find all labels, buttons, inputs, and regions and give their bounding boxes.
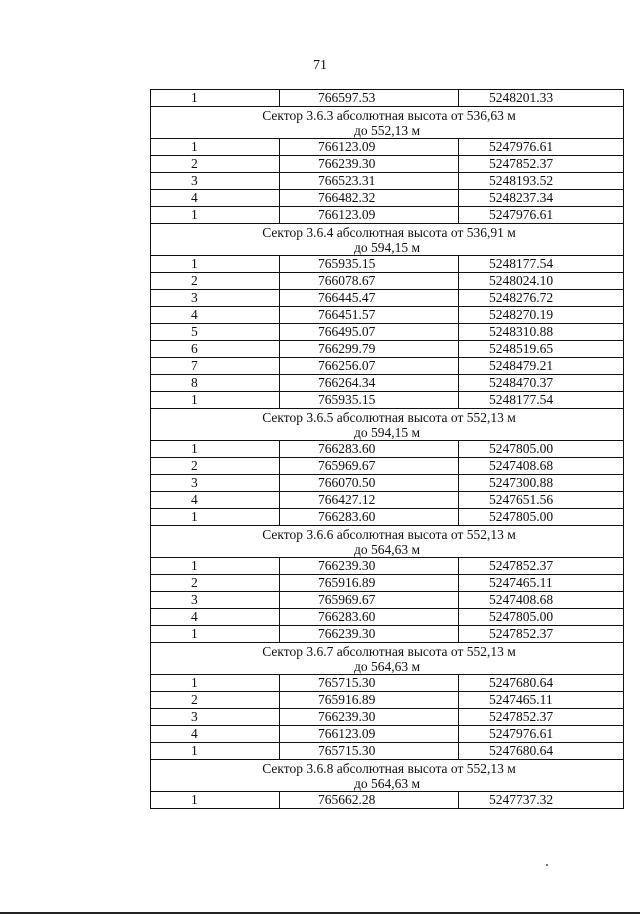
x-coordinate-cell: 766427.12 — [280, 492, 459, 509]
x-coordinate-cell: 765969.67 — [280, 592, 459, 609]
sector-header-row — [151, 107, 624, 139]
sector-header-row — [151, 224, 624, 256]
point-number-cell: 2 — [151, 575, 280, 592]
x-coordinate-cell: 766495.07 — [280, 324, 459, 341]
point-row — [151, 558, 624, 575]
point-row — [151, 509, 624, 526]
y-coordinate-cell: 5247465.11 — [459, 692, 624, 709]
point-number-cell: 3 — [151, 592, 280, 609]
sector-title: Сектор 3.6.3 абсолютная высота от 536,63 м — [262, 107, 516, 123]
scan-bottom-edge — [0, 912, 640, 914]
y-coordinate-cell: 5248193.52 — [459, 173, 624, 190]
x-coordinate-cell: 765969.67 — [280, 458, 459, 475]
point-row — [151, 675, 624, 692]
x-coordinate-cell: 766299.79 — [280, 341, 459, 358]
page-number: 71 — [313, 58, 327, 73]
point-number-cell: 3 — [151, 475, 280, 492]
sector-height-limit: до 552,13 м — [353, 122, 421, 138]
x-coordinate-cell: 765935.15 — [280, 392, 459, 409]
sector-height-limit: до 564,63 м — [353, 658, 421, 674]
y-coordinate-cell: 5247408.68 — [459, 458, 624, 475]
x-coordinate-cell: 766264.34 — [280, 375, 459, 392]
point-number-cell: 7 — [151, 358, 280, 375]
point-number-cell: 1 — [151, 90, 280, 107]
y-coordinate-cell: 5248177.54 — [459, 256, 624, 273]
y-coordinate-cell: 5248519.65 — [459, 341, 624, 358]
point-number-cell: 8 — [151, 375, 280, 392]
y-coordinate-cell: 5247976.61 — [459, 207, 624, 224]
sector-header-cell — [151, 224, 624, 256]
sector-title: Сектор 3.6.5 абсолютная высота от 552,13 м — [262, 409, 516, 425]
point-number-cell: 1 — [151, 626, 280, 643]
x-coordinate-cell: 766451.57 — [280, 307, 459, 324]
point-number-cell: 1 — [151, 558, 280, 575]
point-number-cell: 5 — [151, 324, 280, 341]
point-row — [151, 375, 624, 392]
x-coordinate-cell: 766597.53 — [280, 90, 459, 107]
point-row — [151, 90, 624, 107]
point-row — [151, 709, 624, 726]
sector-height-limit: до 594,15 м — [353, 424, 421, 440]
sector-header-row — [151, 526, 624, 558]
point-row — [151, 173, 624, 190]
point-number-cell: 1 — [151, 207, 280, 224]
x-coordinate-cell: 766523.31 — [280, 173, 459, 190]
y-coordinate-cell: 5248276.72 — [459, 290, 624, 307]
sector-height-limit: до 564,63 м — [353, 541, 421, 557]
sector-header-cell — [151, 526, 624, 558]
sector-height-limit: до 564,63 м — [353, 775, 421, 791]
point-number-cell: 1 — [151, 743, 280, 760]
y-coordinate-cell: 5247805.00 — [459, 509, 624, 526]
y-coordinate-cell: 5247408.68 — [459, 592, 624, 609]
y-coordinate-cell: 5247805.00 — [459, 441, 624, 458]
point-number-cell: 1 — [151, 256, 280, 273]
x-coordinate-cell: 766283.60 — [280, 441, 459, 458]
x-coordinate-cell: 766239.30 — [280, 626, 459, 643]
y-coordinate-cell: 5247852.37 — [459, 709, 624, 726]
sector-height-limit: до 594,15 м — [353, 239, 421, 255]
x-coordinate-cell: 765935.15 — [280, 256, 459, 273]
point-number-cell: 2 — [151, 273, 280, 290]
y-coordinate-cell: 5247680.64 — [459, 675, 624, 692]
x-coordinate-cell: 766078.67 — [280, 273, 459, 290]
x-coordinate-cell: 766123.09 — [280, 139, 459, 156]
scan-speck — [546, 864, 548, 866]
y-coordinate-cell: 5247976.61 — [459, 726, 624, 743]
y-coordinate-cell: 5247805.00 — [459, 609, 624, 626]
point-row — [151, 475, 624, 492]
x-coordinate-cell: 766283.60 — [280, 509, 459, 526]
x-coordinate-cell: 765715.30 — [280, 675, 459, 692]
y-coordinate-cell: 5248479.21 — [459, 358, 624, 375]
sector-header-cell — [151, 760, 624, 792]
point-number-cell: 4 — [151, 307, 280, 324]
point-number-cell: 3 — [151, 709, 280, 726]
y-coordinate-cell: 5247300.88 — [459, 475, 624, 492]
sector-title: Сектор 3.6.7 абсолютная высота от 552,13 м — [262, 643, 516, 659]
x-coordinate-cell: 766445.47 — [280, 290, 459, 307]
point-row — [151, 207, 624, 224]
x-coordinate-cell: 766123.09 — [280, 207, 459, 224]
x-coordinate-cell: 766482.32 — [280, 190, 459, 207]
point-number-cell: 2 — [151, 692, 280, 709]
sector-header-cell — [151, 107, 624, 139]
x-coordinate-cell: 766239.30 — [280, 709, 459, 726]
sector-title: Сектор 3.6.4 абсолютная высота от 536,91 м — [262, 224, 516, 240]
point-row — [151, 190, 624, 207]
y-coordinate-cell: 5248201.33 — [459, 90, 624, 107]
y-coordinate-cell: 5247651.56 — [459, 492, 624, 509]
point-number-cell: 1 — [151, 441, 280, 458]
y-coordinate-cell: 5247976.61 — [459, 139, 624, 156]
y-coordinate-cell: 5248177.54 — [459, 392, 624, 409]
sector-header-cell — [151, 643, 624, 675]
point-number-cell: 3 — [151, 290, 280, 307]
x-coordinate-cell: 765916.89 — [280, 575, 459, 592]
x-coordinate-cell: 766283.60 — [280, 609, 459, 626]
point-row — [151, 358, 624, 375]
point-number-cell: 4 — [151, 726, 280, 743]
sector-header-row — [151, 643, 624, 675]
x-coordinate-cell: 766239.30 — [280, 156, 459, 173]
sector-header-row — [151, 409, 624, 441]
point-row — [151, 273, 624, 290]
point-row — [151, 324, 624, 341]
point-number-cell: 4 — [151, 190, 280, 207]
point-row — [151, 492, 624, 509]
point-number-cell: 1 — [151, 392, 280, 409]
point-row — [151, 743, 624, 760]
point-row — [151, 156, 624, 173]
y-coordinate-cell: 5247852.37 — [459, 156, 624, 173]
point-row — [151, 256, 624, 273]
x-coordinate-cell: 766070.50 — [280, 475, 459, 492]
y-coordinate-cell: 5248270.19 — [459, 307, 624, 324]
point-number-cell: 1 — [151, 509, 280, 526]
point-row — [151, 592, 624, 609]
point-number-cell: 1 — [151, 792, 280, 809]
point-row — [151, 626, 624, 643]
point-row — [151, 792, 624, 809]
y-coordinate-cell: 5247465.11 — [459, 575, 624, 592]
y-coordinate-cell: 5247680.64 — [459, 743, 624, 760]
sector-header-cell — [151, 409, 624, 441]
x-coordinate-cell: 766123.09 — [280, 726, 459, 743]
coordinates-table — [150, 89, 624, 809]
point-row — [151, 458, 624, 475]
point-row — [151, 341, 624, 358]
point-row — [151, 692, 624, 709]
point-row — [151, 139, 624, 156]
x-coordinate-cell: 765662.28 — [280, 792, 459, 809]
point-number-cell: 4 — [151, 492, 280, 509]
point-row — [151, 290, 624, 307]
x-coordinate-cell: 765916.89 — [280, 692, 459, 709]
point-number-cell: 2 — [151, 458, 280, 475]
x-coordinate-cell: 766239.30 — [280, 558, 459, 575]
sector-header-row — [151, 760, 624, 792]
point-row — [151, 575, 624, 592]
y-coordinate-cell: 5248310.88 — [459, 324, 624, 341]
point-row — [151, 441, 624, 458]
y-coordinate-cell: 5247737.32 — [459, 792, 624, 809]
x-coordinate-cell: 766256.07 — [280, 358, 459, 375]
point-number-cell: 1 — [151, 139, 280, 156]
y-coordinate-cell: 5247852.37 — [459, 558, 624, 575]
y-coordinate-cell: 5247852.37 — [459, 626, 624, 643]
y-coordinate-cell: 5248024.10 — [459, 273, 624, 290]
point-number-cell: 3 — [151, 173, 280, 190]
point-row — [151, 726, 624, 743]
point-row — [151, 307, 624, 324]
point-row — [151, 392, 624, 409]
point-number-cell: 6 — [151, 341, 280, 358]
point-number-cell: 1 — [151, 675, 280, 692]
y-coordinate-cell: 5248237.34 — [459, 190, 624, 207]
sector-title: Сектор 3.6.8 абсолютная высота от 552,13 м — [262, 760, 516, 776]
point-number-cell: 2 — [151, 156, 280, 173]
y-coordinate-cell: 5248470.37 — [459, 375, 624, 392]
coordinates-table-body — [151, 90, 624, 809]
x-coordinate-cell: 765715.30 — [280, 743, 459, 760]
point-row — [151, 609, 624, 626]
point-number-cell: 4 — [151, 609, 280, 626]
sector-title: Сектор 3.6.6 абсолютная высота от 552,13 м — [262, 526, 516, 542]
